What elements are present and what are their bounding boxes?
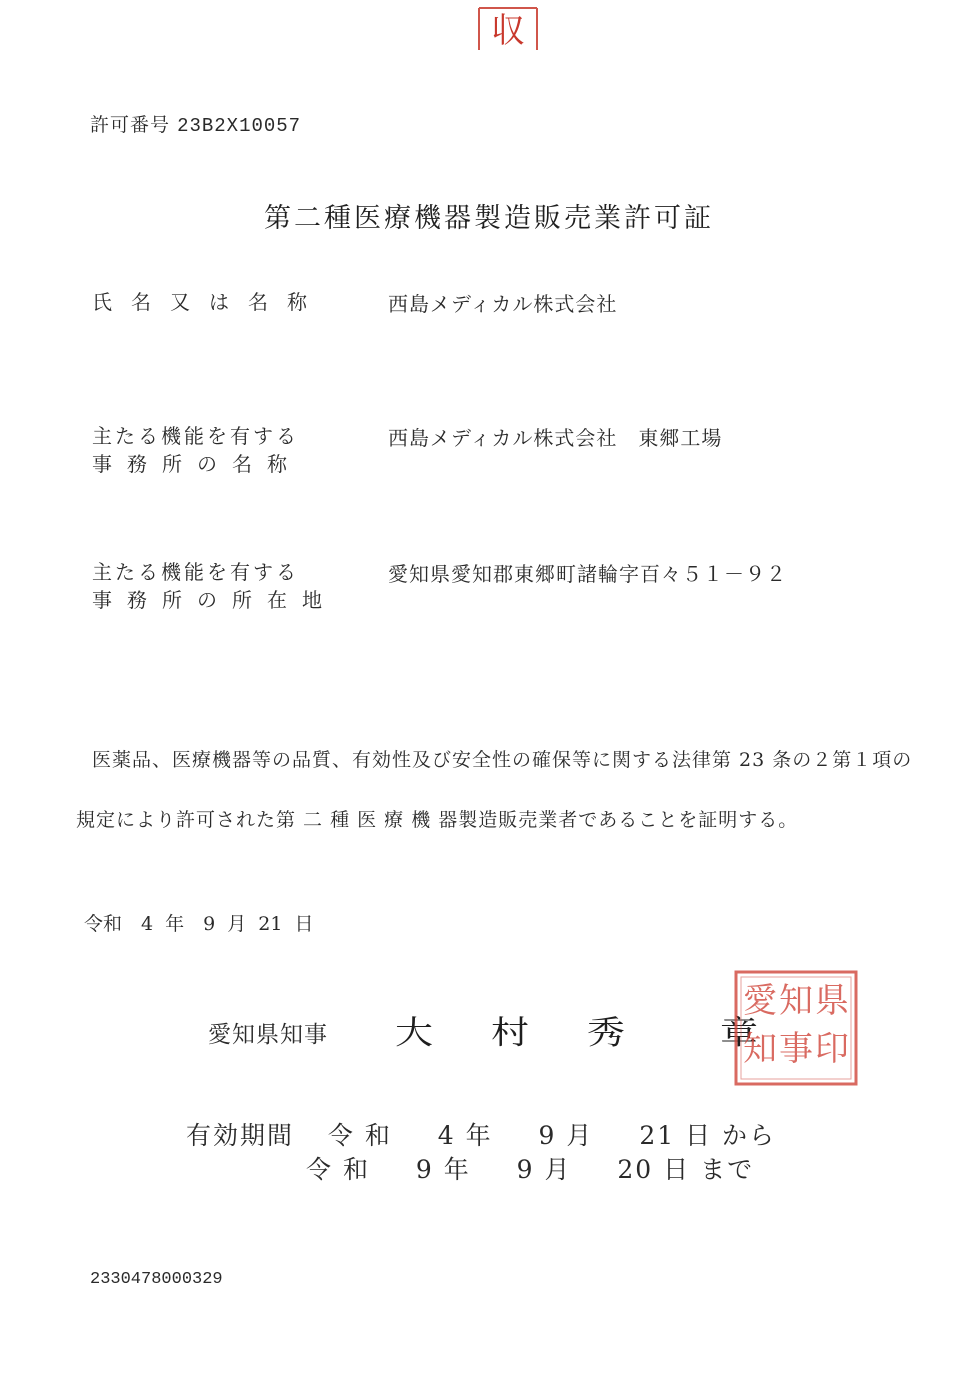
permit-number-label: 許可番号 <box>90 114 171 136</box>
validity-to-year: 9 年 <box>415 1155 471 1184</box>
office-name-value: 西島メディカル株式会社 東郷工場 <box>388 426 723 450</box>
validity-to-era: 令 和 <box>306 1155 370 1184</box>
validity-label: 有効期間 <box>186 1121 295 1150</box>
svg-text:知: 知 <box>779 981 813 1021</box>
validity-to-day: 20 日 <box>617 1155 691 1184</box>
name-value: 西島メディカル株式会社 <box>388 292 618 316</box>
validity-to-suffix: まで <box>700 1155 755 1184</box>
svg-text:事: 事 <box>779 1029 813 1069</box>
certification-line2: 規定により許可された第 二 種 医 療 機 器製造販売業者であることを証明する。 <box>76 809 799 831</box>
governor-seal-char: 章 <box>720 1013 759 1052</box>
svg-text:印: 印 <box>815 1029 849 1069</box>
document-title: 第二種医療機器製造販売業許可証 <box>264 203 714 234</box>
office-name-label-line2: 事務所の名称 <box>92 452 302 476</box>
certification-line1: 医薬品、医療機器等の品質、有効性及び安全性の確保等に関する法律第 23 条の２第１項の <box>92 749 913 771</box>
validity-from-month: 9 月 <box>538 1121 594 1150</box>
office-name-label-line1: 主たる機能を有する <box>92 424 299 448</box>
validity-from-era: 令 和 <box>327 1121 392 1150</box>
governor-title: 愛知県知事 <box>208 1022 328 1048</box>
validity-to-row <box>306 1150 754 1186</box>
governor-official-seal <box>732 968 860 1088</box>
receipt-stamp <box>473 4 543 54</box>
svg-text:愛: 愛 <box>743 981 777 1021</box>
serial-number: 2330478000329 <box>90 1270 223 1289</box>
validity-from-row <box>186 1116 776 1152</box>
validity-from-year: 4 年 <box>437 1121 493 1150</box>
receipt-stamp-char: 収 <box>491 11 525 51</box>
svg-text:知: 知 <box>743 1029 777 1069</box>
permit-number <box>90 110 301 137</box>
permit-number-value: 23B2X10057 <box>177 115 302 137</box>
validity-from-day: 21 日 <box>639 1121 713 1150</box>
governor-name: 大村秀 <box>395 1013 684 1052</box>
office-address-label-line1: 主たる機能を有する <box>92 560 299 584</box>
issue-date: 令和 4 年 9 月 21 日 <box>84 913 314 935</box>
office-address-value: 愛知県愛知郡東郷町諸輪字百々５１－９２ <box>388 562 787 586</box>
svg-text:県: 県 <box>815 981 849 1021</box>
validity-to-month: 9 月 <box>516 1155 572 1184</box>
validity-from-suffix: から <box>722 1121 777 1150</box>
name-label: 氏名又は名称 <box>92 290 326 314</box>
office-address-label-line2: 事務所の所在地 <box>92 588 337 612</box>
